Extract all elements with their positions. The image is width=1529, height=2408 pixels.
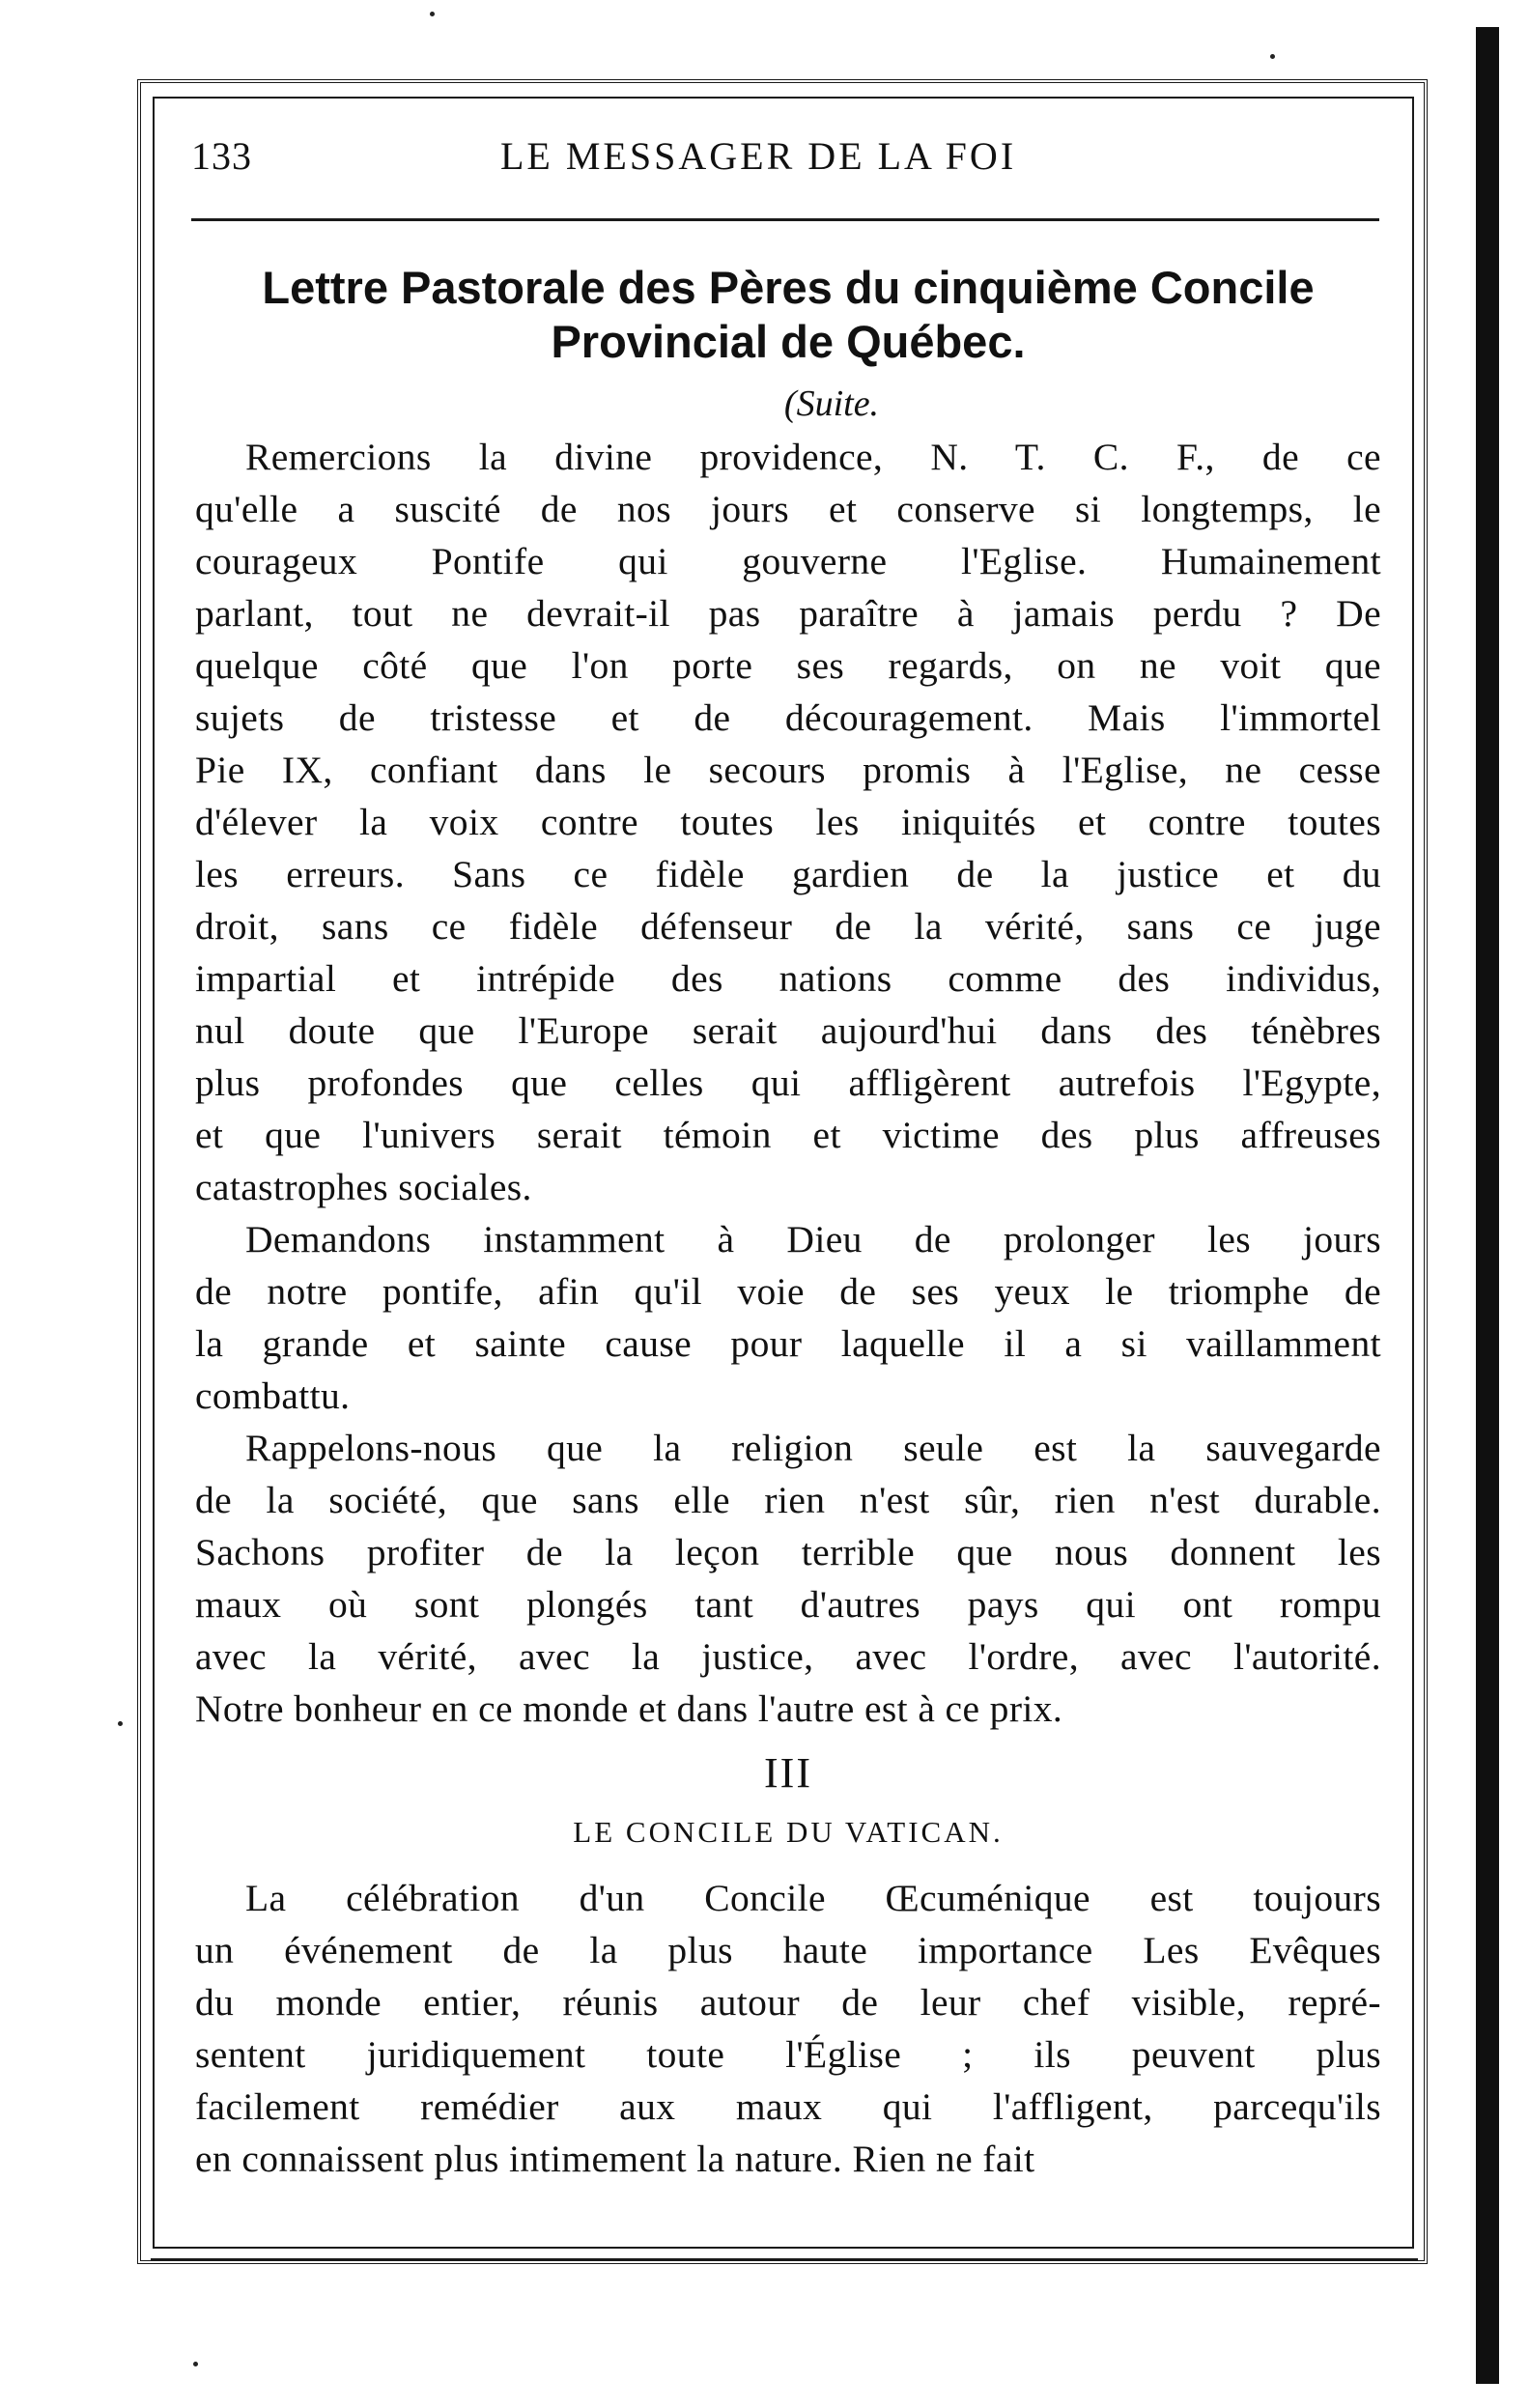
paragraph — [195, 1422, 1381, 1735]
running-title: LE MESSAGER DE LA FOI — [500, 134, 1017, 178]
text-line: les erreurs. Sans ce fidèle gardien de la justice et du — [195, 853, 1381, 895]
text-line: du monde entier, réunis autour de leur chef visible, repré- — [195, 1981, 1381, 2024]
continuation-note: (Suite. — [783, 383, 880, 424]
section-number: III — [764, 1749, 812, 1797]
article-title — [195, 261, 1381, 369]
text-line: avec la vérité, avec la justice, avec l'ordre, avec l'autorité. — [195, 1635, 1381, 1678]
header-rule — [191, 218, 1379, 221]
text-line: combattu. — [195, 1374, 351, 1417]
text-line: quelque côté que l'on porte ses regards, on ne voit que — [195, 644, 1381, 687]
print-speck — [430, 12, 435, 16]
text-line: Pie IX, confiant dans le secours promis à l'Eglise, ne cesse — [195, 749, 1381, 791]
article-title-line: Provincial de Québec. — [551, 316, 1026, 367]
article-text — [195, 431, 1381, 1735]
text-line: Demandons instamment à Dieu de prolonger les jours — [245, 1218, 1381, 1261]
text-line: droit, sans ce fidèle défenseur de la vérité, sans ce juge — [195, 905, 1381, 948]
text-line: parlant, tout ne devrait-il pas paraître à jamais perdu ? De — [195, 592, 1381, 635]
text-line: Notre bonheur en ce monde et dans l'autre est à ce prix. — [195, 1687, 1063, 1730]
text-line: Rappelons-nous que la religion seule est la sauvegarde — [245, 1427, 1381, 1469]
text-line: La célébration d'un Concile Œcuménique est toujours — [245, 1877, 1381, 1919]
print-speck — [118, 1721, 123, 1726]
article-title-line: Lettre Pastorale des Pères du cinquième Concile — [262, 262, 1315, 313]
text-line: et que l'univers serait témoin et victime des plus affreuses — [195, 1114, 1381, 1156]
paragraph — [195, 1213, 1381, 1422]
text-line: impartial et intrépide des nations comme des individus, — [195, 957, 1381, 1000]
footer-rule — [151, 2258, 1418, 2261]
text-line: sujets de tristesse et de découragement. Mais l'immortel — [195, 696, 1381, 739]
text-line: Remercions la divine providence, N. T. C. F., de ce — [245, 436, 1381, 478]
paragraph — [195, 1872, 1381, 2185]
text-line: nul doute que l'Europe serait aujourd'hui dans des ténèbres — [195, 1009, 1381, 1052]
print-speck — [1270, 54, 1275, 59]
text-line: maux où sont plongés tant d'autres pays qui ont rompu — [195, 1583, 1381, 1626]
text-line: Sachons profiter de la leçon terrible que nous donnent les — [195, 1531, 1381, 1573]
text-line: courageux Pontife qui gouverne l'Eglise. Humainement — [195, 540, 1381, 582]
text-line: un événement de la plus haute importance Les Evêques — [195, 1929, 1381, 1971]
text-line: d'élever la voix contre toutes les iniquités et contre toutes — [195, 801, 1381, 843]
text-line: de la société, que sans elle rien n'est sûr, rien n'est durable. — [195, 1479, 1381, 1521]
text-line: catastrophes sociales. — [195, 1166, 532, 1208]
book-spine-edge — [1476, 27, 1499, 2384]
text-line: sentent juridiquement toute l'Église ; ils peuvent plus — [195, 2033, 1381, 2076]
text-line: en connaissent plus intimement la nature. Rien ne fait — [195, 2138, 1035, 2180]
paragraph — [195, 431, 1381, 1213]
running-header — [191, 133, 1379, 191]
page-body — [195, 261, 1381, 2185]
text-line: qu'elle a suscité de nos jours et conserve si longtemps, le — [195, 488, 1381, 530]
page-number: 133 — [191, 134, 252, 178]
section-text — [195, 1872, 1381, 2185]
text-line: facilement remédier aux maux qui l'affligent, parcequ'ils — [195, 2085, 1381, 2128]
text-line: de notre pontife, afin qu'il voie de ses yeux le triomphe de — [195, 1270, 1381, 1313]
section-title: LE CONCILE DU VATICAN. — [573, 1815, 1004, 1849]
text-line: plus profondes que celles qui affligèrent autrefois l'Egypte, — [195, 1062, 1381, 1104]
text-line: la grande et sainte cause pour laquelle il a si vaillamment — [195, 1322, 1381, 1365]
print-speck — [193, 2362, 198, 2366]
